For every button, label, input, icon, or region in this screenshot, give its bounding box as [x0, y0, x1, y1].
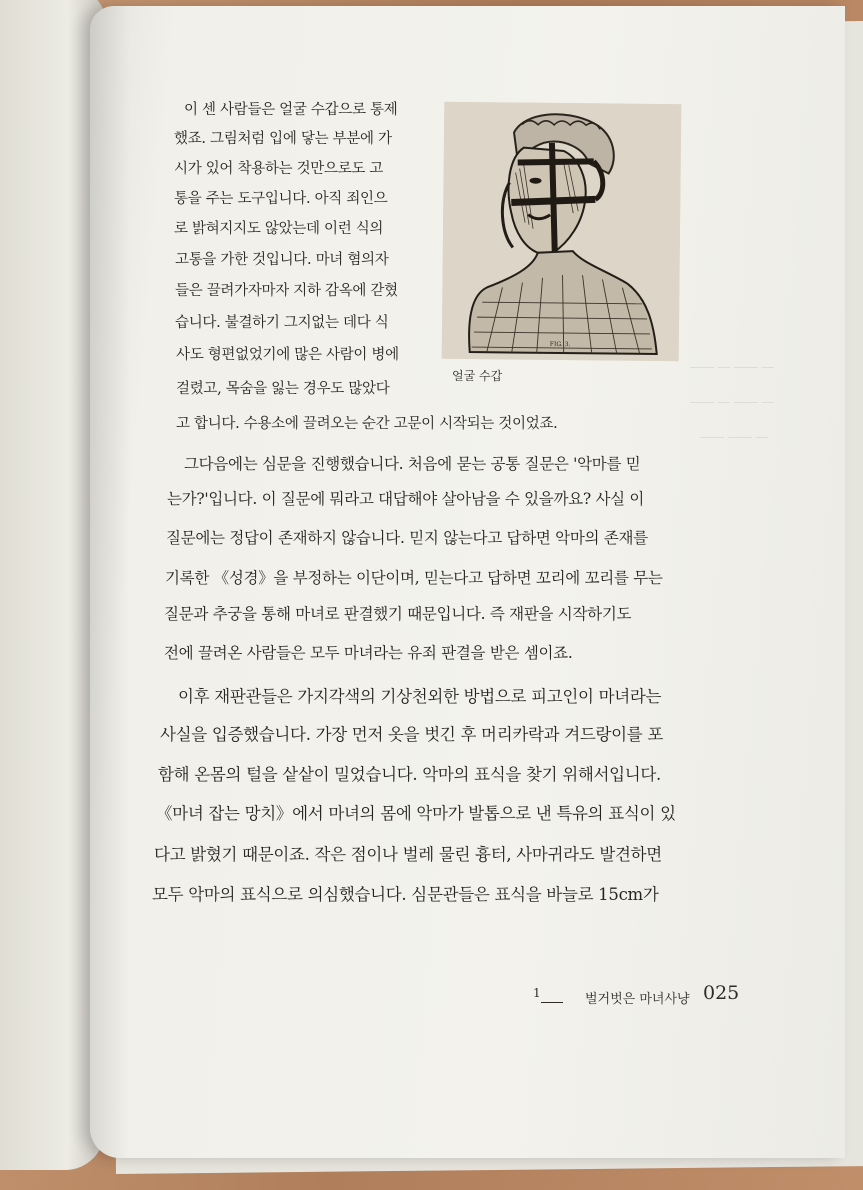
footer-rule [541, 1002, 563, 1003]
body-line: 통을 주는 도구입니다. 아직 죄인으 [174, 191, 388, 207]
bridle-woodcut-image [442, 102, 682, 361]
body-line: 했죠. 그림처럼 입에 닿는 부분에 가 [174, 131, 392, 147]
body-line: 사실을 입증했습니다. 가장 먼저 옷을 벗긴 후 머리카락과 겨드랑이를 포 [160, 725, 663, 744]
figure-caption: 얼굴 수갑 [452, 369, 503, 383]
footer-book-title: 벌거벗은 마녀사냥 [585, 992, 690, 1007]
show-through-text: ―― ― ―― ― [690, 360, 774, 374]
body-line: 시가 있어 착용하는 것만으로도 고 [174, 161, 384, 177]
body-line: 들은 끌려가자마자 지하 감옥에 갇혔 [175, 283, 398, 299]
body-line: 는가?'입니다. 이 질문에 뭐라고 대답해야 살아남을 수 있을까요? 사실 이 [167, 490, 645, 508]
body-line: 습니다. 불결하기 그지없는 데다 식 [175, 315, 389, 331]
body-line: 고 합니다. 수용소에 끌려오는 순간 고문이 시작되는 것이었죠. [176, 416, 558, 432]
show-through-text: ―― ― ―― ― [690, 395, 774, 409]
footer-chapter-number: 1 [533, 986, 541, 1000]
body-line: 이후 재판관들은 가지각색의 기상천외한 방법으로 피고인이 마녀라는 [178, 687, 662, 706]
body-line: 사도 형편없었기에 많은 사람이 병에 [176, 347, 399, 363]
body-line: 모두 악마의 표식으로 의심했습니다. 심문관들은 표식을 바늘로 15cm가 [152, 885, 659, 904]
body-line: 질문과 추궁을 통해 마녀로 판결했기 때문입니다. 즉 재판을 시작하기도 [164, 605, 632, 623]
body-line: 걸렸고, 목숨을 잃는 경우도 많았다 [176, 381, 390, 397]
page-number: 025 [703, 982, 740, 1004]
body-line: 기록한 《성경》을 부정하는 이단이며, 믿는다고 답하면 꼬리에 꼬리를 무는 [165, 569, 663, 587]
body-line: 함해 온몸의 털을 샅샅이 밀었습니다. 악마의 표식을 찾기 위해서입니다. [158, 765, 661, 784]
body-line: 《마녀 잡는 망치》에서 마녀의 몸에 악마가 발톱으로 낸 특유의 표식이 있 [156, 804, 676, 823]
figure-illustration [442, 102, 682, 361]
body-line: 고통을 가한 것입니다. 마녀 혐의자 [175, 252, 389, 268]
body-line: 다고 밝혔기 때문이죠. 작은 점이나 벌레 물린 흉터, 사마귀라도 발견하면 [154, 845, 662, 864]
body-line: 로 밝혀지지도 않았는데 이런 식의 [174, 221, 384, 237]
show-through-text: ―― ―― ― [700, 430, 768, 444]
body-line: 질문에는 정답이 존재하지 않습니다. 믿지 않는다고 답하면 악마의 존재를 [166, 529, 648, 547]
body-line: 이 센 사람들은 얼굴 수갑으로 통제 [184, 102, 398, 118]
figure-plate-label: FIG. 3. [549, 340, 571, 349]
body-line: 전에 끌려온 사람들은 모두 마녀라는 유죄 판결을 받은 셈이죠. [164, 644, 573, 662]
page-gutter-shadow [90, 6, 130, 1158]
body-line: 그다음에는 심문을 진행했습니다. 처음에 묻는 공통 질문은 '악마를 믿 [184, 455, 641, 473]
